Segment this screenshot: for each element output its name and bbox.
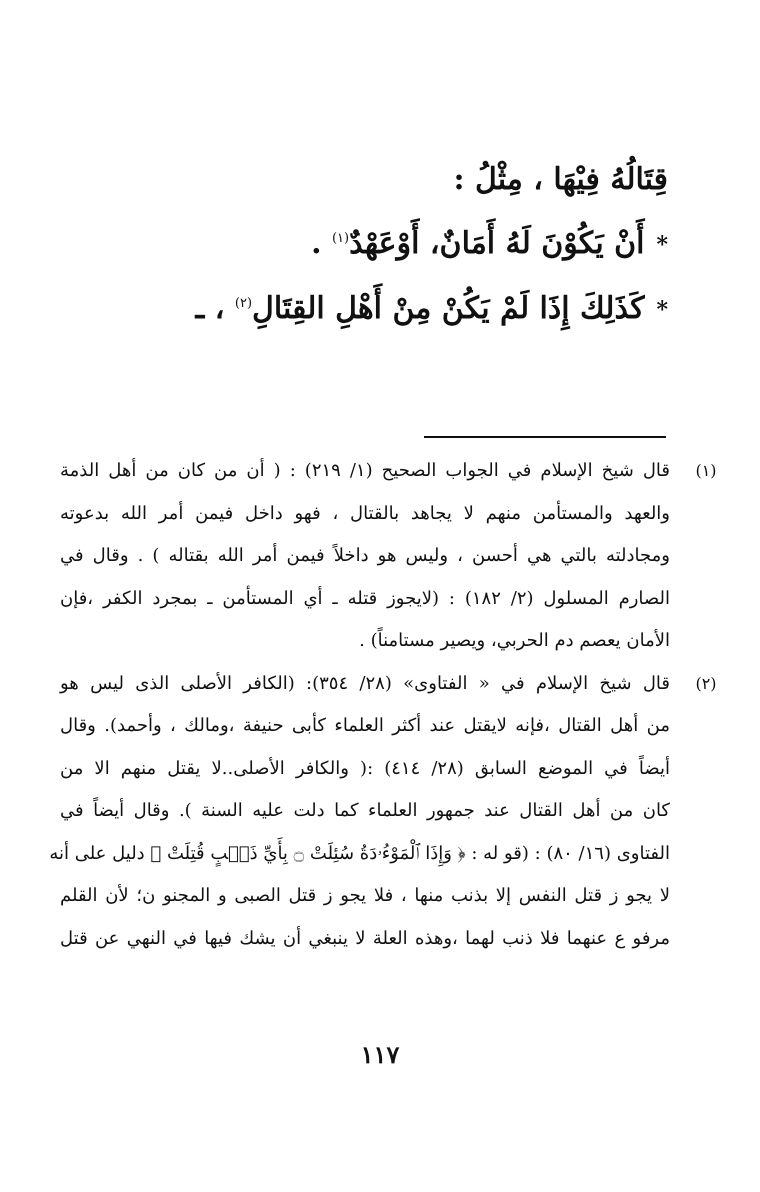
footnote-line: الصارم المسلول (٢/ ١٨٢) : (لايجوز قتله ـ أي المستأمن ـ بمجرد الكفر ،فإن bbox=[60, 587, 671, 609]
footnote-1 bbox=[60, 450, 717, 663]
footnote-number-1: (١) bbox=[695, 461, 717, 480]
main-text bbox=[60, 148, 668, 342]
bullet-tail-2: ، ـ bbox=[195, 291, 235, 326]
footnote-line: قال شيخ الإسلام في « الفتاوى» (٢٨/ ٣٥٤): (الكافر الأصلى الذى ليس هو bbox=[60, 672, 670, 694]
footnote-line: أيضاً في الموضع السابق (٢٨/ ٤١٤) :( والكافر الأصلى..لا يقتل منهم الا من bbox=[60, 757, 670, 779]
footnote-separator bbox=[424, 436, 666, 438]
footnotes bbox=[49, 450, 717, 960]
section-heading: قِتَالُهُ فِيْهَا ، مِثْلُ : bbox=[453, 162, 668, 197]
footnote-number-2: (٢) bbox=[695, 673, 717, 693]
footnote-line: ومجادلته بالتي هي أحسن ، وليس هو داخلاً فيمن أمر الله بقتاله ) . وقال في bbox=[60, 545, 670, 566]
footnote-line: قال شيخ الإسلام في الجواب الصحيح (١/ ٢١٩) : ( أن من كان من أهل الذمة bbox=[60, 460, 670, 481]
footnote-line: لا يجو ز قتل النفس إلا بذنب منها ، فلا يجو ز قتل الصبى و المجنو ن؛ لأن القلم bbox=[60, 885, 670, 906]
star-bullet-icon: * bbox=[656, 297, 668, 323]
footnote-line: كان من أهل القتال عند جمهور العلماء كما دلت عليه السنة ). وقال أيضاً في bbox=[60, 800, 670, 821]
bullet-text-1: أَنْ يَكُوْنَ لَهُ أَمَانٌ، أَوْعَهْدٌ bbox=[349, 226, 645, 261]
footnote-ref-2: (٢) bbox=[234, 296, 253, 311]
page-number: ١١٧ bbox=[360, 1040, 400, 1069]
bullet-line-2 bbox=[60, 277, 668, 342]
footnote-2 bbox=[49, 663, 717, 961]
footnote-line: والعهد والمستأمن منهم لا يجاهد بالقتال ، فهو داخل فيمن أمر الله بدعوته bbox=[60, 502, 670, 524]
star-bullet-icon: * bbox=[656, 232, 668, 258]
bullet-line-1 bbox=[60, 212, 668, 277]
footnote-line: من أهل القتال ،فإنه لايقتل عند أكثر العلماء كأبى حنيفة ،ومالك ، وأحمد). وقال bbox=[60, 715, 670, 736]
footnote-ref-1: (١) bbox=[331, 231, 350, 246]
footnote-line: الفتاوى (١٦/ ٨٠) : (قو له : ﴿ وَإِذَا ٱلْمَوْءُۥدَةُ سُئِلَتْ ۝ بِأَيِّ ذَنۢبٍ قُتِلَتْ ﴾ دليل على أنه bbox=[49, 842, 670, 864]
footnote-line: الأمان يعصم دم الحربي، ويصير مستامناً) . bbox=[359, 630, 670, 651]
footnote-line: مرفو ع عنهما فلا ذنب لهما ،وهذه العلة لا ينبغي أن يشك فيها في النهي عن قتل bbox=[60, 927, 670, 949]
bullet-tail-1: . bbox=[311, 226, 332, 261]
bullet-text-2: كَذَلِكَ إِذَا لَمْ يَكُنْ مِنْ أَهْلِ القِتَالِ bbox=[252, 291, 645, 326]
